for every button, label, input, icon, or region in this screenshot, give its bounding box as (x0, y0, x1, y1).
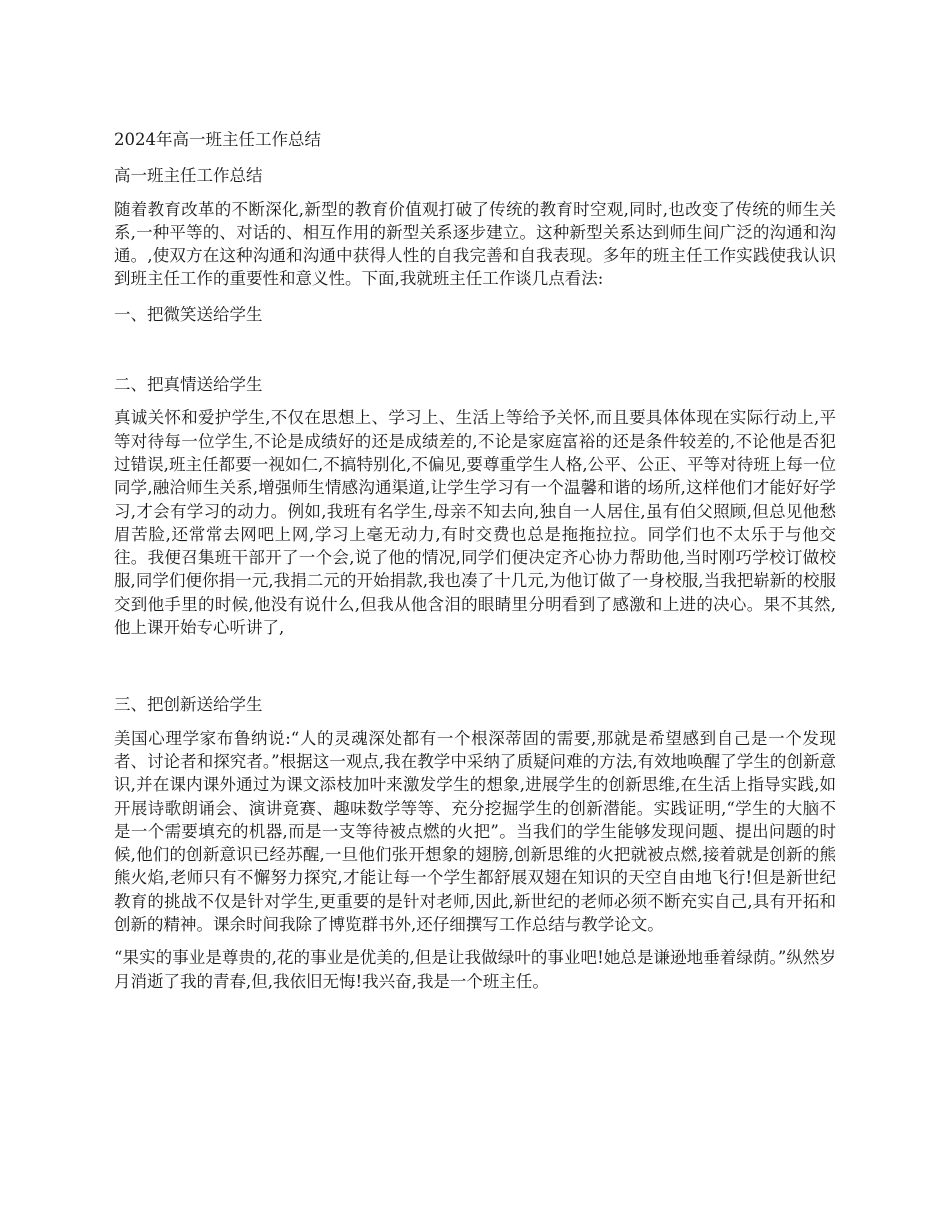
section-heading-innovation: 三、把创新送给学生 (114, 695, 263, 715)
section-body-sincerity: 真诚关怀和爱护学生,不仅在思想上、学习上、生活上等给予关怀,而且要具体体现在实际行动上,平等对待每一位学生,不论是成绩好的还是成绩差的,不论是家庭富裕的还是条件较差的,不论他是否犯过错误,班主任都要一视如仁,不搞特别化,不偏见,要尊重学生人格,公平、公正、平等对待班上每一位同学,融洽师生关系,增强师生情感沟通渠道,让学生学习有一个温馨和谐的场所,这样他们才能好好学习,才会有学习的动力。例如,我班有名学生,母亲不知去向,独自一人居住,虽有伯父照顾,但总见他愁眉苦脸,还常常去网吧上网,学习上毫无动力,有时交费也总是拖拖拉拉。同学们也不太乐于与他交往。我便召集班干部开了一个会,说了他的情况,同学们便决定齐心协力帮助他,当时刚巧学校订做校服,同学们便你捐一元,我捐二元的开始捐款,我也凑了十几元,为他订做了一身校服,当我把崭新的校服交到他手里的时候,他没有说什么,但我从他含泪的眼睛里分明看到了感激和上进的决心。果不其然,他上课开始专心听讲了, (114, 408, 836, 638)
section-heading-smile: 一、把微笑送给学生 (114, 304, 263, 324)
section-body-innovation: 美国心理学家布鲁纳说:“人的灵魂深处都有一个根深蒂固的需要,那就是希望感到自己是一个发现者、讨论者和探究者。”根据这一观点,我在教学中采纳了质疑问难的方法,有效地唤醒了学生的创新意识,并在课内课外通过为课文添枝加叶来激发学生的想象,进展学生的创新思维,在生活上指导实践,如开展诗歌朗诵会、演讲竟赛、趣味数学等等、充分挖掘学生的创新潜能。实践证明,“学生的大脑不是一个需要填充的机器,而是一支等待被点燃的火把”。当我们的学生能够发现问题、提出问题的时候,他们的创新意识已经苏醒,一旦他们张开想象的翅膀,创新思维的火把就被点燃,接着就是创新的熊熊火焰,老师只有不懈努力探究,才能让每一个学生都舒展双翅在知识的天空自由地飞行!但是新世纪教育的挑战不仅是针对学生,更重要的是针对老师,因此,新世纪的老师必须不断充实自己,具有开拓和创新的精神。课余时间我除了博览群书外,还仔细撰写工作总结与教学论文。 (114, 728, 836, 935)
closing-paragraph: “果实的事业是尊贵的,花的事业是优美的,但是让我做绿叶的事业吧!她总是谦逊地垂着绿荫。”纵然岁月消逝了我的青春,但,我依旧无悔!我兴奋,我是一个班主任。 (114, 948, 836, 991)
document-subtitle: 高一班主任工作总结 (114, 166, 263, 186)
intro-paragraph: 随着教育改革的不断深化,新型的教育价值观打破了传统的教育时空观,同时,也改变了传统的师生关系,一种平等的、对话的、相互作用的新型关系逐步建立。这种新型关系达到师生间广泛的沟通和沟通。,使双方在这种沟通和沟通中获得人性的自我完善和自我表现。多年的班主任工作实践使我认识到班主任工作的重要性和意义性。下面,我就班主任工作谈几点看法: (114, 199, 836, 289)
document-page (114, 118, 836, 993)
section-heading-sincerity: 二、把真情送给学生 (114, 375, 263, 395)
document-title: 2024年高一班主任工作总结 (114, 130, 321, 149)
